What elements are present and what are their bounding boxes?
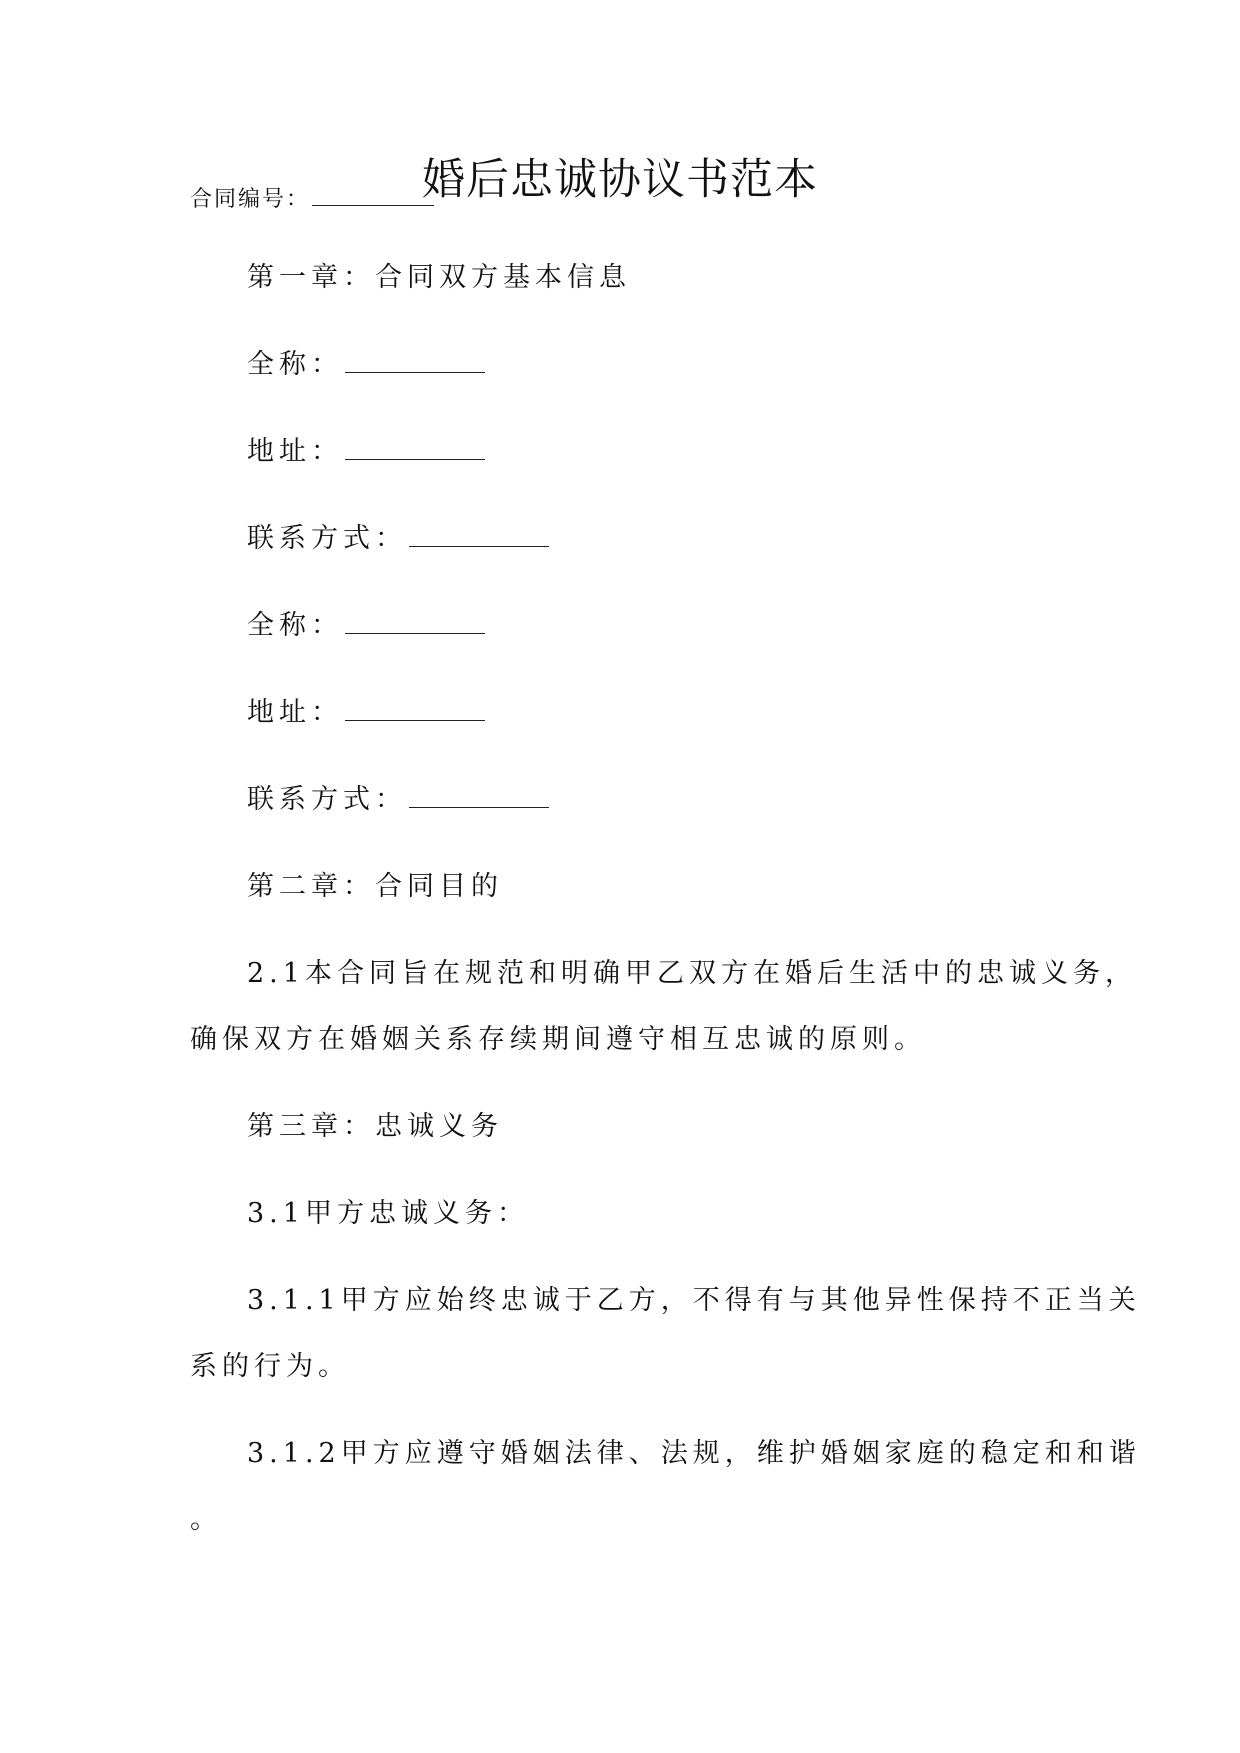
clause-2-1-line-1: 2.1本合同旨在规范和明确甲乙双方在婚后生活中的忠诚义务， <box>247 958 1137 989</box>
clause-3-1-2-line-1: 3.1.2甲方应遵守婚姻法律、法规，维护婚姻家庭的稳定和和谐 <box>247 1438 1141 1469</box>
party-b-name-blank <box>345 632 485 634</box>
party-a-address-line <box>247 432 485 472</box>
party-b-contact-blank <box>409 806 549 808</box>
clause-3-1: 3.1甲方忠诚义务： <box>247 1198 529 1229</box>
document-title: 婚后忠诚协议书范本 <box>422 155 818 205</box>
contract-number-blank <box>312 204 434 206</box>
party-a-name-blank <box>345 371 485 373</box>
clause-3-1-1-line-1: 3.1.1甲方应始终忠诚于乙方，不得有与其他异性保持不正当关 <box>247 1285 1141 1316</box>
party-b-contact-line <box>247 780 549 820</box>
party-b-address-blank <box>345 719 485 721</box>
party-b-address-label: 地址： <box>247 697 343 728</box>
party-b-contact-label: 联系方式： <box>247 784 407 815</box>
chapter-1-heading: 第一章：合同双方基本信息 <box>247 262 631 293</box>
party-b-address-line <box>247 693 485 733</box>
party-a-contact-blank <box>409 545 549 547</box>
party-b-name-line <box>247 606 485 646</box>
clause-3-1-2-line-2: 。 <box>190 1504 222 1535</box>
party-a-name-label: 全称： <box>247 349 343 380</box>
party-a-address-label: 地址： <box>247 436 343 467</box>
party-a-contact-label: 联系方式： <box>247 523 407 554</box>
chapter-3-heading: 第三章：忠诚义务 <box>247 1111 503 1142</box>
contract-number-label: 合同编号： <box>190 187 311 212</box>
clause-2-1-line-2: 确保双方在婚姻关系存续期间遵守相互忠诚的原则。 <box>190 1024 926 1055</box>
party-a-name-line <box>247 345 485 385</box>
contract-number-line <box>190 184 434 216</box>
clause-3-1-1-line-2: 系的行为。 <box>190 1351 350 1382</box>
party-b-name-label: 全称： <box>247 610 343 641</box>
party-a-address-blank <box>345 458 485 460</box>
chapter-2-heading: 第二章：合同目的 <box>247 871 503 902</box>
party-a-contact-line <box>247 519 549 559</box>
